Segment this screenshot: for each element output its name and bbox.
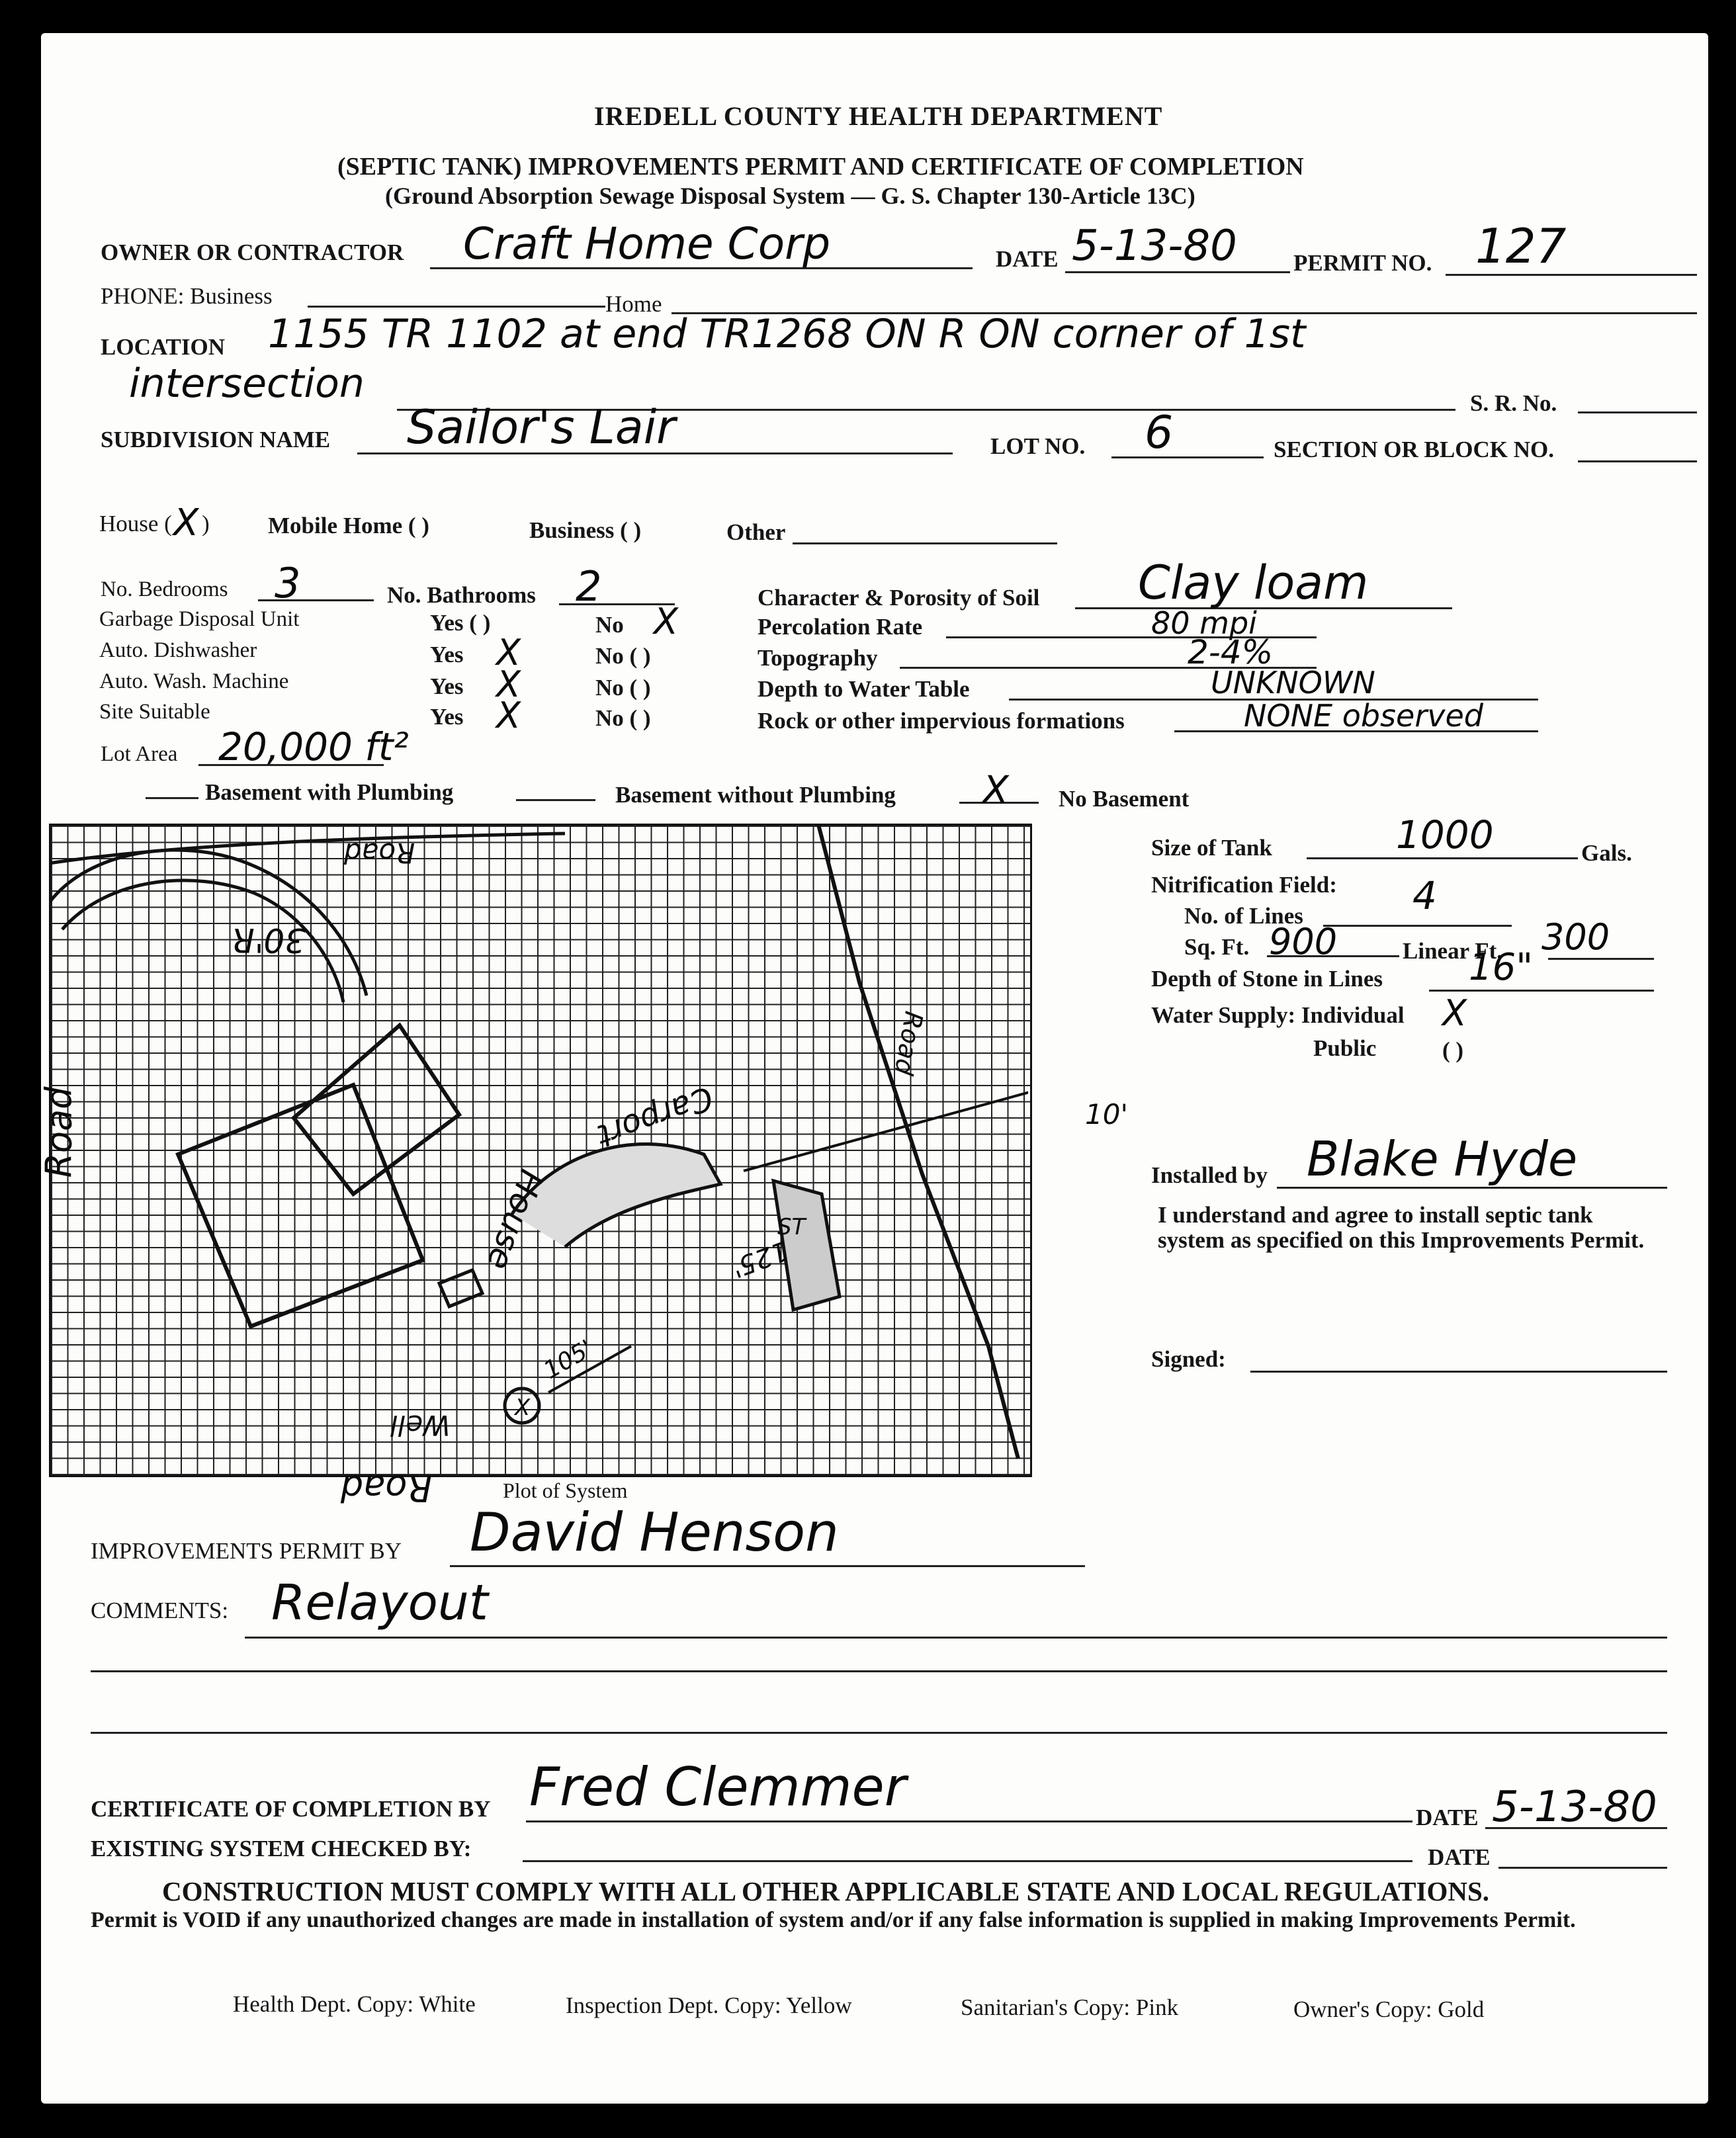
linear-ft-line [1548,958,1654,960]
certificate-value[interactable]: Fred Clemmer [529,1756,906,1818]
dishwasher-yes-mark[interactable]: X [496,632,521,673]
plot-caption: Plot of System [503,1478,628,1502]
certificate-line [526,1820,1412,1822]
water-individual-mark[interactable]: X [1442,992,1467,1034]
location-label: LOCATION [101,334,225,360]
stone-depth-line [1429,990,1654,992]
topography-value[interactable]: 2-4% [1188,633,1274,671]
lot-area-value[interactable]: 20,000 ft² [218,724,409,769]
site-suitable-no[interactable]: No ( ) [595,705,651,731]
business-option[interactable]: Business ( ) [529,517,642,543]
dishwasher-label: Auto. Dishwasher [99,638,257,662]
water-table-label: Depth to Water Table [758,676,970,702]
existing-date-line [1498,1867,1667,1869]
soil-character-value[interactable]: Clay loam [1138,556,1369,610]
perc-rate-value[interactable]: 80 mpi [1151,605,1257,641]
water-public-box[interactable]: ( ) [1442,1037,1464,1063]
plot-dim-10: 10' [1085,1098,1128,1131]
sqft-label: Sq. Ft. [1184,934,1250,960]
house-check-mark[interactable]: X [173,501,199,544]
phone-home-label: Home [605,291,662,317]
copy-health: Health Dept. Copy: White [233,1991,476,2017]
water-supply-label: Water Supply: Individual [1151,1002,1405,1028]
subdivision-value[interactable]: Sailor's Lair [407,400,675,454]
permit-by-line [450,1565,1085,1567]
no-basement-mark[interactable]: X [982,767,1009,812]
garbage-no-mark[interactable]: X [654,601,678,642]
wash-machine-yes: Yes [430,673,464,699]
bedrooms-label: No. Bedrooms [101,577,228,601]
permit-by-value[interactable]: David Henson [470,1502,839,1563]
date-label: DATE [996,246,1059,272]
linear-ft-value[interactable]: 300 [1541,916,1610,958]
site-suitable-yes-mark[interactable]: X [496,695,521,736]
soil-character-label: Character & Porosity of Soil [758,585,1040,611]
plot-road-right-label: Road [889,1009,929,1078]
stone-depth-label: Depth of Stone in Lines [1151,966,1383,992]
garbage-yes[interactable]: Yes ( ) [430,610,491,636]
lot-no-label: LOT NO. [990,433,1086,459]
comments-line-2 [91,1670,1667,1672]
signed-line[interactable] [1250,1371,1667,1373]
installed-by-value[interactable]: Blake Hyde [1307,1131,1578,1187]
plot-house-label: House [479,1164,551,1275]
comments-label: COMMENTS: [91,1598,229,1623]
void-notice: Permit is VOID if any unauthorized changes are made in installation of system and/or if any false information is supplied in making Improvements Permit. [91,1908,1576,1932]
form-subtitle: (SEPTIC TANK) IMPROVEMENTS PERMIT AND CERTIFICATE OF COMPLETION [337,153,1304,181]
plot-drive-label: 30'R [232,921,306,959]
sr-no-label: S. R. No. [1470,390,1557,416]
existing-label: EXISTING SYSTEM CHECKED BY: [91,1836,472,1861]
permit-by-label: IMPROVEMENTS PERMIT BY [91,1538,402,1564]
water-table-value[interactable]: UNKNOWN [1211,665,1375,701]
plot-well-label: Well [390,1409,451,1441]
copy-sanitarian: Sanitarian's Copy: Pink [961,1994,1179,2020]
plot-well-mark: X [515,1394,531,1421]
copy-inspection: Inspection Dept. Copy: Yellow [566,1992,852,2018]
location-value-line1[interactable]: 1155 TR 1102 at end TR1268 ON R ON corner of 1st [268,311,1306,357]
mobile-home-option[interactable]: Mobile Home ( ) [268,513,429,538]
tank-size-value[interactable]: 1000 [1396,812,1494,857]
dishwasher-no[interactable]: No ( ) [595,643,651,669]
plot-road-top-label: Road [344,837,415,869]
owner-label: OWNER OR CONTRACTOR [101,239,404,265]
plot-road-left-label: Road [38,1086,80,1178]
certificate-label: CERTIFICATE OF COMPLETION BY [91,1796,491,1822]
lines-value[interactable]: 4 [1412,873,1437,918]
installed-by-line [1277,1187,1667,1189]
garbage-no: No [595,612,624,638]
installed-by-label: Installed by [1151,1162,1268,1188]
plot-carport-label: Carport [592,1078,718,1155]
installer-agreement: I understand and agree to install septic tank system as specified on this Improvements Permit. [1158,1202,1645,1253]
perc-rate-label: Percolation Rate [758,614,923,640]
wash-machine-yes-mark[interactable]: X [496,663,521,705]
dishwasher-yes: Yes [430,642,464,667]
comments-line-1 [245,1637,1667,1639]
wash-machine-label: Auto. Wash. Machine [99,669,289,693]
garbage-label: Garbage Disposal Unit [99,607,300,631]
permit-no-label: PERMIT NO. [1293,250,1432,276]
section-block-label: SECTION OR BLOCK NO. [1274,437,1554,462]
existing-date-label: DATE [1428,1844,1491,1870]
tank-size-line [1307,857,1578,859]
nitrification-label: Nitrification Field: [1151,872,1337,898]
signed-label: Signed: [1151,1346,1226,1372]
sqft-value[interactable]: 900 [1269,921,1338,962]
bathrooms-label: No. Bathrooms [387,582,536,608]
owner-value[interactable]: Craft Home Corp [463,218,831,269]
plot-dim-125: 125' [727,1234,793,1283]
site-suitable-yes: Yes [430,704,464,730]
lines-line [1323,925,1512,927]
comply-notice: CONSTRUCTION MUST COMPLY WITH ALL OTHER APPLICABLE STATE AND LOCAL REGULATIONS. [162,1876,1490,1906]
date-value[interactable]: 5-13-80 [1072,222,1237,271]
copy-owner: Owner's Copy: Gold [1293,1996,1485,2022]
rock-label: Rock or other impervious formations [758,708,1125,734]
permit-no-value[interactable]: 127 [1475,218,1567,274]
water-public-label: Public [1313,1035,1377,1061]
plot-road-bottom-label: Road [341,1467,432,1509]
phone-business-label: PHONE: Business [101,283,273,309]
lot-no-value[interactable]: 6 [1145,407,1174,459]
tank-size-label: Size of Tank [1151,835,1272,861]
existing-line [523,1860,1412,1862]
plot-dim-105: 105' [539,1335,598,1385]
wash-machine-no[interactable]: No ( ) [595,675,651,701]
rock-value[interactable]: NONE observed [1244,698,1483,734]
plot-tank-label: ST [777,1214,806,1240]
page-title: IREDELL COUNTY HEALTH DEPARTMENT [594,101,1163,131]
linear-ft-label: Linear Ft. [1403,938,1503,964]
lines-label: No. of Lines [1184,903,1303,929]
no-basement-label: No Basement [1059,786,1190,812]
basement-without-label: Basement without Plumbing [615,782,896,808]
tank-size-unit: Gals. [1581,840,1632,866]
bedrooms-value[interactable]: 3 [275,559,301,607]
certificate-date-label: DATE [1416,1805,1479,1830]
location-value-line2[interactable]: intersection [129,361,365,407]
topography-label: Topography [758,645,878,671]
house-label: House ( [99,511,172,536]
form-statute: (Ground Absorption Sewage Disposal System — G. S. Chapter 130-Article 13C) [385,183,1195,209]
other-label: Other [726,519,786,545]
subdivision-label: SUBDIVISION NAME [101,427,331,452]
bathrooms-value[interactable]: 2 [576,562,602,611]
basement-with-label: Basement with Plumbing [205,779,454,805]
stone-depth-value[interactable]: 16" [1469,946,1534,989]
house-close: ) [202,511,210,536]
comments-line-3 [91,1732,1667,1734]
comments-value[interactable]: Relayout [271,1574,488,1631]
certificate-date-value[interactable]: 5-13-80 [1492,1783,1657,1832]
site-suitable-label: Site Suitable [99,700,210,724]
lot-area-label: Lot Area [101,742,178,766]
